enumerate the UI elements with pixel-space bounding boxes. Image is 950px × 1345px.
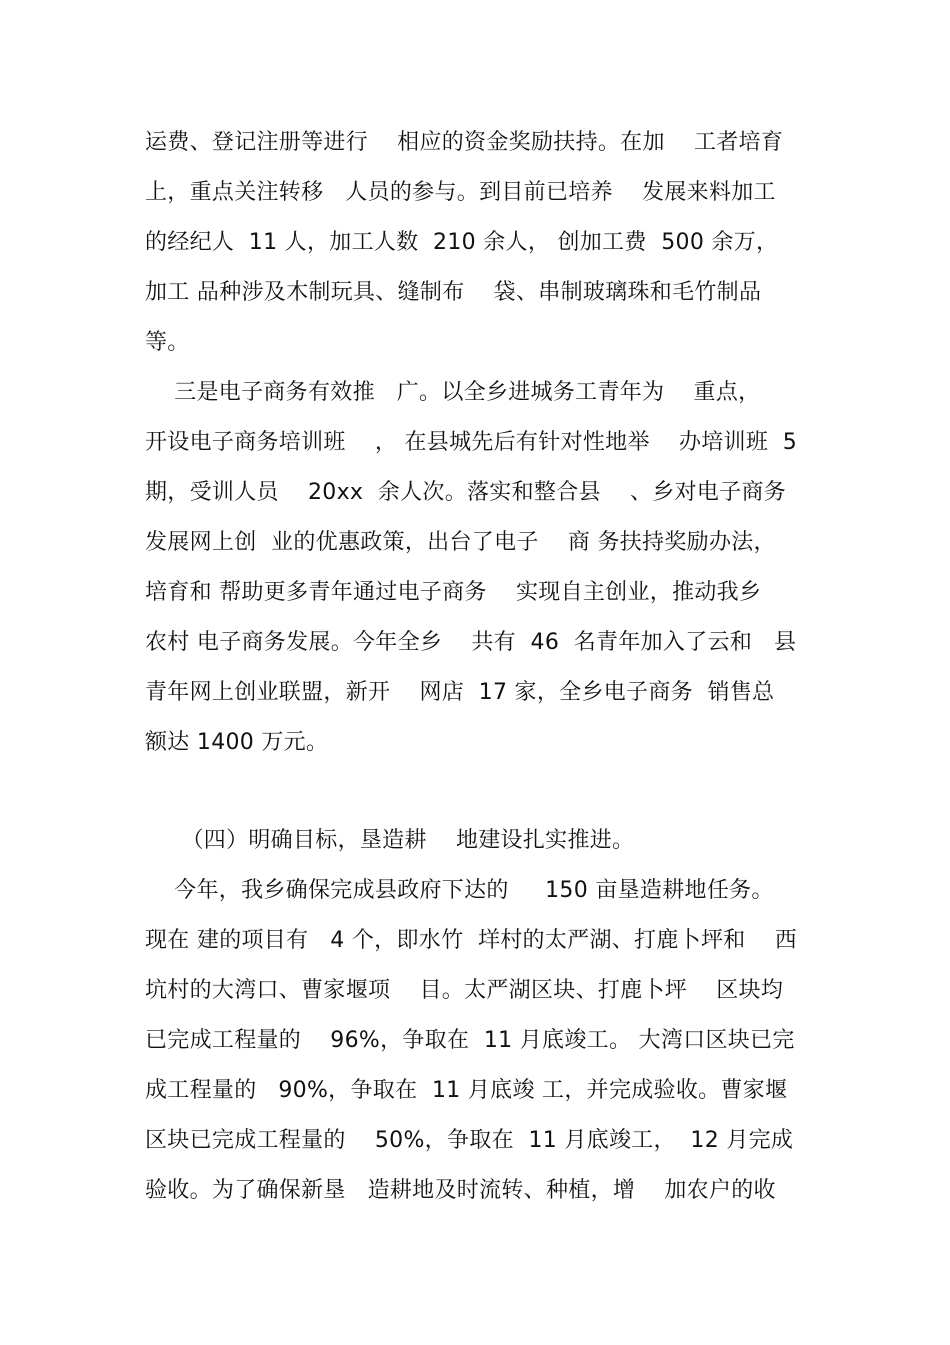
paragraph-2-line: 培育和 帮助更多青年通过电子商务 实现自主创业，推动我乡 [145,580,762,605]
paragraph-2-line: 期，受训人员 20xx 余人次。落实和整合县 、乡对电子商务 [145,480,787,505]
paragraph-1-line: 等。 [145,330,190,355]
paragraph-3-line: 今年，我乡确保完成县政府下达的 150 亩垦造耕地任务。 [145,878,774,903]
paragraph-2-line: 农村 电子商务发展。今年全乡 共有 46 名青年加入了云和 县 [145,630,797,655]
paragraph-3-line: 坑村的大湾口、曹家堰项 目。太严湖区块、打鹿卜坪 区块均 [145,978,784,1003]
paragraph-3-line: 已完成工程量的 96%，争取在 11 月底竣工。 大湾口区块已完 [145,1028,795,1053]
paragraph-3-line: 验收。为了确保新垦 造耕地及时流转、种植，增 加农户的收 [145,1178,776,1203]
paragraph-1-line: 加工 品种涉及木制玩具、缝制布 袋、串制玻璃珠和毛竹制品 [145,280,762,305]
paragraph-1-line: 上，重点关注转移 人员的参与。到目前已培养 发展来料加工 [145,180,776,205]
section-heading: （四）明确目标，垦造耕 地建设扎实推进。 [145,828,635,853]
paragraph-2-line: 三是电子商务有效推 广。以全乡进城务工青年为 重点， [145,380,761,405]
paragraph-1-line: 运费、登记注册等进行 相应的资金奖励扶持。在加 工者培育 [145,130,784,155]
paragraph-3-line: 成工程量的 90%，争取在 11 月底竣 工，并完成验收。曹家堰 [145,1078,788,1103]
paragraph-3-line: 现在 建的项目有 4 个，即水竹 垟村的太严湖、打鹿卜坪和 西 [145,928,798,953]
paragraph-2-line: 青年网上创业联盟，新开 网店 17 家，全乡电子商务 销售总 [145,680,775,705]
paragraph-2-line: 开设电子商务培训班 ， 在县城先后有针对性地举 办培训班 5 [145,430,798,455]
paragraph-2-line: 发展网上创 业的优惠政策，出台了电子 商 务扶持奖励办法， [145,530,776,555]
paragraph-2-line: 额达 1400 万元。 [145,730,329,755]
paragraph-1-line: 的经纪人 11 人，加工人数 210 余人， 创加工费 500 余万， [145,230,779,255]
paragraph-3-line: 区块已完成工程量的 50%，争取在 11 月底竣工， 12 月完成 [145,1128,794,1153]
